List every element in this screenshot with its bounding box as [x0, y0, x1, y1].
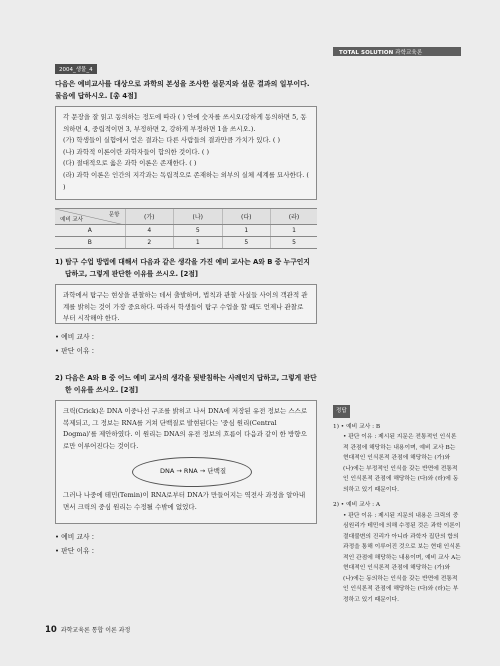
page-number: 10 [45, 625, 57, 635]
footer-title: 과학교육론 통합 이론 과정 [60, 627, 131, 634]
subquestion-1-title: 1) 탐구 수업 방법에 대해서 다음과 같은 생각을 가진 예비 교사는 A와 B 중 누구인지 답하고, 그렇게 판단한 이유를 쓰시오. [2점] [55, 258, 310, 278]
question-prompt: 다음은 예비교사를 대상으로 과학의 본성을 조사한 설문지와 설문 결과의 일부이다. 물음에 답하시오. [총 4점] [55, 80, 310, 100]
table-col-header: (나) [174, 209, 223, 225]
table-cell: 5 [174, 225, 223, 237]
table-col-header: (라) [271, 209, 317, 225]
table-row-label: A [55, 225, 125, 237]
answer-teacher-line: • 예비 교사 : [55, 533, 95, 541]
table-col-header: (다) [222, 209, 271, 225]
subquestion-1-box [55, 284, 317, 324]
table-cell: 1 [174, 237, 223, 249]
central-dogma-diagram [132, 457, 252, 487]
survey-item-ga: (가) 학생들이 실험에서 얻은 결과는 다른 사람들의 결과만큼 가치가 있다. ( ) [63, 136, 281, 145]
corner-label-teacher: 예비 교사 [60, 217, 84, 223]
answer-reason-line: • 판단 이유 : [55, 547, 95, 555]
table-cell: 5 [222, 237, 271, 249]
table-cell: 1 [271, 225, 317, 237]
page-footer [45, 625, 130, 635]
answer-2-reason: • 판단 이유 : 제시된 지문의 내용은 크릭의 중심원리가 테민에 의해 수정된 것은 과학 이론이 절대불변의 진리가 아니라 과학자 집단의 합의 과정을 통해 이루어진 것으로 보는 현대 인식론적인 관점에 해당하는 내용이며, 예비 교사 A는 현대적인 인식론적 관점에 해당하는 (가)와 (나)에는 동의하는 인식을 갖는 반면에 전통적인 인식론적 관점에 해당하는 (다)와 (라)는 부정하고 있기 때문이다. [343, 512, 461, 603]
table-corner-cell [55, 209, 125, 225]
survey-instruction: 각 문장을 잘 읽고 동의하는 정도에 따라 ( ) 안에 숫자를 쓰시오(강하게 동의하면 5, 동의하면 4, 중립적이면 3, 부정하면 2, 강하게 부정하면 1을 쓰시오.). [63, 113, 307, 133]
answer-1-label: 1) • 예비 교사 : B [333, 423, 381, 430]
answer-1-reason: • 판단 이유 : 제시된 지문은 전통적인 인식론적 관점에 해당하는 내용이며, 예비 교사 B는 현대적인 인식론적 관점에 해당하는 (가)와 (나)에는 부정적인 인식을 갖는 반면에 전통적인 인식론적 관점에 해당하는 (다)와 (라)에 동의하고 있기 때문이다. [343, 434, 459, 493]
question-tag: 2004_생물_4 [55, 64, 97, 74]
central-dogma-flow: DNA → RNA → 단백질 [160, 466, 226, 478]
answer-tag: 정답 [333, 405, 350, 418]
answer-2-label: 2) • 예비 교사 : A [333, 502, 381, 508]
corner-label-item: 문항 [108, 212, 120, 218]
subquestion-2-title: 2) 다음은 A와 B 중 어느 예비 교사의 생각을 뒷받침하는 사례인지 답하고, 그렇게 판단한 이유를 쓰시오. [2점] [55, 374, 317, 394]
table-cell: 5 [271, 237, 317, 249]
survey-item-ra: (라) 과학 이론은 인간의 지각과는 독립적으로 존재하는 외부의 실체 세계를 묘사한다. ( ) [63, 170, 309, 191]
header-title-rest: 과학교육론 [393, 50, 423, 56]
table-row [55, 225, 317, 237]
answer-teacher-line: • 예비 교사 : [55, 333, 95, 341]
table-cell: 2 [125, 237, 174, 249]
table-cell: 4 [125, 225, 174, 237]
table-row [55, 237, 317, 249]
subquestion-2-text-1: 크릭(Crick)은 DNA 이중나선 구조를 밝히고 나서 DNA에 저장된 유전 정보는 스스로 복제되고, 그 정보는 RNA를 거쳐 단백질로 발현된다는 '중심 원리(Central Dogma)'를 제안하였다. 이 원리는 DNA의 유전 정보의 흐름이 다음과 같이 한 방향으로만 이루어진다는 것이다. [63, 407, 308, 450]
main-column [55, 56, 317, 557]
subquestion-1-text: 과학에서 탐구는 현상을 관찰하는 데서 출발하며, 법칙과 관찰 사실들 사이의 객관적 관계를 밝히는 것이 가장 중요하다. 따라서 학생들이 탐구 수업을 할 때도 언제나 관찰로부터 시작해야 한다. [63, 291, 308, 323]
table-row-label: B [55, 237, 125, 249]
survey-box [55, 106, 317, 200]
subquestion-2-box [55, 400, 317, 524]
survey-item-na: (나) 과학적 이론이란 과학자들이 합의한 것이다. ( ) [63, 147, 209, 156]
survey-result-table [55, 208, 317, 249]
subquestion-2-text-2: 그러나 나중에 테민(Temin)이 RNA로부터 DNA가 만들어지는 역전사 과정을 알아내면서 크릭의 중심 원리는 수정될 수밖에 없었다. [63, 491, 306, 511]
table-header-row [55, 209, 317, 225]
survey-item-da: (다) 절대적으로 옳은 과학 이론은 존재한다. ( ) [63, 159, 197, 168]
answer-sidebar [333, 405, 461, 605]
table-col-header: (가) [125, 209, 174, 225]
header-title-bold: TOTAL SOLUTION [339, 50, 394, 56]
header-title [339, 48, 422, 56]
answer-reason-line: • 판단 이유 : [55, 347, 95, 355]
table-cell: 1 [222, 225, 271, 237]
